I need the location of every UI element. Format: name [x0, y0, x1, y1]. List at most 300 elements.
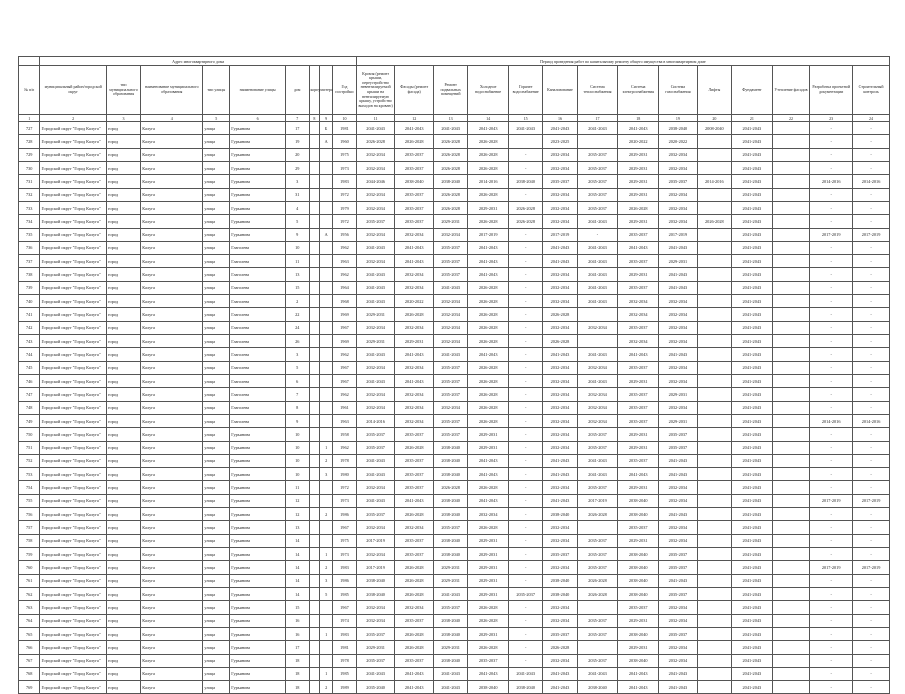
- table-cell: Городской округ "Город Калуга": [40, 521, 106, 534]
- table-cell: Глаголева: [230, 241, 286, 254]
- table-cell: [309, 414, 320, 427]
- table-cell: 2041-2043: [659, 281, 698, 294]
- table-cell: -: [509, 481, 543, 494]
- table-cell: 2032-2034: [356, 388, 395, 401]
- table-cell: [309, 521, 320, 534]
- table-cell: 2038-2040: [618, 548, 659, 561]
- table-cell: 2032-2034: [356, 228, 395, 241]
- table-cell: 2029-2031: [356, 308, 395, 321]
- table-cell: 2026-2028: [577, 574, 618, 587]
- table-cell: город: [106, 122, 140, 135]
- table-cell: 2032-2034: [395, 321, 434, 334]
- header-cell: Канализование: [543, 66, 577, 115]
- table-cell: -: [853, 201, 890, 214]
- table-cell: 6: [285, 374, 309, 387]
- table-cell: 2035-2037: [395, 548, 434, 561]
- table-cell: 2032-2034: [659, 494, 698, 507]
- table-cell: 29: [285, 161, 309, 174]
- table-cell: 2041-2043: [731, 454, 772, 467]
- header-cell: литера: [320, 66, 333, 115]
- table-cell: 742: [19, 321, 40, 334]
- table-cell: -: [810, 348, 853, 361]
- table-cell: 2038-2040: [434, 454, 468, 467]
- table-cell: 2041-2043: [731, 135, 772, 148]
- table-cell: 2026-2028: [395, 561, 434, 574]
- table-cell: Гурьянова: [230, 534, 286, 547]
- table-cell: 2041-2043: [731, 468, 772, 481]
- table-cell: 2035-2037: [659, 441, 698, 454]
- table-cell: 2041-2043: [731, 414, 772, 427]
- table-cell: Гурьянова: [230, 441, 286, 454]
- table-cell: 2020-2022: [618, 135, 659, 148]
- table-cell: 2035-2037: [395, 428, 434, 441]
- table-cell: [772, 374, 810, 387]
- table-cell: город: [106, 241, 140, 254]
- column-number: 19: [659, 115, 698, 122]
- table-cell: город: [106, 295, 140, 308]
- table-cell: -: [853, 428, 890, 441]
- table-cell: Глаголева: [230, 361, 286, 374]
- table-cell: 2035-2037: [395, 188, 434, 201]
- table-cell: Гурьянова: [230, 614, 286, 627]
- register-sheet: [18, 56, 890, 694]
- header-cell: Фасады (ремонт фасада): [395, 66, 434, 115]
- table-cell: [309, 494, 320, 507]
- table-cell: [697, 281, 731, 294]
- table-row: [19, 428, 890, 441]
- table-cell: [697, 441, 731, 454]
- table-cell: [697, 335, 731, 348]
- table-cell: 2032-2034: [543, 321, 577, 334]
- table-cell: 2020-2022: [395, 295, 434, 308]
- table-cell: [697, 561, 731, 574]
- table-cell: 2020-2022: [659, 135, 698, 148]
- table-cell: -: [853, 215, 890, 228]
- table-cell: 2029-2031: [434, 641, 468, 654]
- table-cell: 2032-2034: [356, 614, 395, 627]
- table-cell: 1973: [333, 548, 357, 561]
- table-cell: 2041-2043: [434, 122, 468, 135]
- table-cell: 2041-2043: [731, 667, 772, 680]
- table-cell: -: [853, 481, 890, 494]
- table-cell: -: [810, 241, 853, 254]
- table-cell: -: [509, 614, 543, 627]
- table-cell: [772, 241, 810, 254]
- header-cell: Система электроснабжения: [618, 66, 659, 115]
- table-cell: -: [853, 241, 890, 254]
- table-cell: 2026-2028: [468, 361, 509, 374]
- table-cell: 2029-2031: [468, 574, 509, 587]
- table-cell: 2038-2040: [618, 574, 659, 587]
- table-cell: 2035-2037: [577, 428, 618, 441]
- table-cell: -: [810, 481, 853, 494]
- table-cell: -: [810, 148, 853, 161]
- table-cell: [309, 374, 320, 387]
- table-cell: 2029-2031: [468, 587, 509, 600]
- table-cell: город: [106, 468, 140, 481]
- table-cell: 2032-2034: [395, 388, 434, 401]
- table-cell: Городской округ "Город Калуга": [40, 454, 106, 467]
- table-cell: [309, 241, 320, 254]
- table-cell: [772, 667, 810, 680]
- column-number: 7: [285, 115, 309, 122]
- table-cell: 2038-2040: [577, 681, 618, 694]
- table-cell: 737: [19, 255, 40, 268]
- table-cell: 2026-2028: [468, 335, 509, 348]
- table-cell: Глаголева: [230, 348, 286, 361]
- table-cell: 1974: [333, 614, 357, 627]
- table-cell: [697, 308, 731, 321]
- column-number: 6: [230, 115, 286, 122]
- table-cell: [320, 601, 333, 614]
- table-cell: -: [810, 574, 853, 587]
- table-cell: 2029-2031: [468, 428, 509, 441]
- table-cell: -: [810, 654, 853, 667]
- table-cell: [697, 587, 731, 600]
- table-cell: 2035-2037: [356, 508, 395, 521]
- table-cell: [772, 601, 810, 614]
- table-cell: 2026-2028: [468, 521, 509, 534]
- table-row: [19, 268, 890, 281]
- table-cell: [697, 188, 731, 201]
- table-cell: [697, 468, 731, 481]
- table-cell: 753: [19, 468, 40, 481]
- table-cell: 766: [19, 641, 40, 654]
- table-cell: Калуга: [141, 654, 203, 667]
- table-cell: 1967: [333, 601, 357, 614]
- table-cell: 2041-2043: [731, 161, 772, 174]
- table-cell: 2035-2037: [618, 388, 659, 401]
- table-cell: 2041-2043: [468, 454, 509, 467]
- table-cell: 2041-2043: [395, 667, 434, 680]
- table-cell: 2029-2031: [395, 335, 434, 348]
- table-cell: улица: [203, 468, 230, 481]
- table-cell: Гурьянова: [230, 681, 286, 694]
- table-cell: Городской округ "Город Калуга": [40, 681, 106, 694]
- table-cell: [772, 335, 810, 348]
- table-cell: 2017-2019: [659, 228, 698, 241]
- table-row: [19, 601, 890, 614]
- table-cell: 2032-2034: [659, 534, 698, 547]
- table-cell: 2029-2031: [468, 627, 509, 640]
- header-group-row: [19, 57, 890, 66]
- table-cell: город: [106, 268, 140, 281]
- table-cell: Глаголева: [230, 374, 286, 387]
- table-cell: город: [106, 508, 140, 521]
- table-cell: -: [509, 641, 543, 654]
- table-cell: 2041-2043: [356, 374, 395, 387]
- table-cell: -: [810, 388, 853, 401]
- table-cell: 2038-2040: [543, 587, 577, 600]
- table-cell: -: [853, 348, 890, 361]
- table-cell: 1962: [333, 388, 357, 401]
- table-cell: 2041-2043: [731, 627, 772, 640]
- table-cell: 763: [19, 601, 40, 614]
- table-cell: 1: [320, 667, 333, 680]
- table-cell: город: [106, 627, 140, 640]
- table-cell: 2032-2034: [543, 215, 577, 228]
- table-cell: -: [810, 135, 853, 148]
- table-cell: 3: [285, 175, 309, 188]
- table-cell: [697, 268, 731, 281]
- table-cell: 2041-2043: [509, 122, 543, 135]
- table-cell: Городской округ "Город Калуга": [40, 175, 106, 188]
- table-cell: улица: [203, 148, 230, 161]
- table-cell: 743: [19, 335, 40, 348]
- table-cell: -: [509, 454, 543, 467]
- table-cell: 2035-2037: [395, 534, 434, 547]
- table-cell: [697, 135, 731, 148]
- table-cell: [772, 641, 810, 654]
- table-cell: 2041-2043: [731, 374, 772, 387]
- table-cell: 2038-2040: [468, 681, 509, 694]
- table-cell: 2035-2037: [543, 627, 577, 640]
- table-cell: 2026-2028: [468, 374, 509, 387]
- table-cell: 2026-2028: [468, 295, 509, 308]
- table-cell: 17: [285, 122, 309, 135]
- table-cell: [772, 454, 810, 467]
- table-cell: [772, 188, 810, 201]
- table-cell: Городской округ "Город Калуга": [40, 574, 106, 587]
- table-cell: 2035-2037: [618, 454, 659, 467]
- table-cell: 2041-2043: [395, 241, 434, 254]
- table-cell: 2029-2031: [618, 188, 659, 201]
- table-cell: 2032-2034: [543, 561, 577, 574]
- table-cell: -: [810, 321, 853, 334]
- table-cell: [772, 561, 810, 574]
- table-cell: 1967: [333, 374, 357, 387]
- table-cell: Городской округ "Город Калуга": [40, 561, 106, 574]
- table-cell: 2041-2043: [577, 268, 618, 281]
- table-cell: [697, 454, 731, 467]
- table-cell: 2041-2043: [731, 175, 772, 188]
- table-cell: 749: [19, 414, 40, 427]
- table-cell: [772, 534, 810, 547]
- table-cell: [309, 468, 320, 481]
- table-row: [19, 295, 890, 308]
- table-cell: [772, 215, 810, 228]
- table-cell: 2035-2037: [395, 215, 434, 228]
- table-row: [19, 374, 890, 387]
- table-cell: город: [106, 414, 140, 427]
- table-cell: 2035-2037: [395, 654, 434, 667]
- table-cell: 2035-2037: [577, 654, 618, 667]
- table-cell: улица: [203, 228, 230, 241]
- table-cell: 2026-2028: [468, 321, 509, 334]
- table-cell: улица: [203, 508, 230, 521]
- table-cell: 738: [19, 268, 40, 281]
- table-cell: 2035-2037: [577, 201, 618, 214]
- column-number: 20: [697, 115, 731, 122]
- table-cell: 2038-2040: [543, 508, 577, 521]
- header-cell: наименование муниципального образования: [141, 66, 203, 115]
- table-cell: Калуга: [141, 241, 203, 254]
- column-number: 2: [40, 115, 106, 122]
- table-cell: 1967: [333, 361, 357, 374]
- table-cell: 2017-2019: [810, 494, 853, 507]
- table-cell: 2029-2031: [618, 215, 659, 228]
- table-cell: [509, 135, 543, 148]
- table-cell: -: [810, 201, 853, 214]
- table-cell: улица: [203, 281, 230, 294]
- table-cell: 2032-2034: [395, 601, 434, 614]
- table-cell: 731: [19, 175, 40, 188]
- table-cell: -: [509, 508, 543, 521]
- table-cell: -: [810, 587, 853, 600]
- table-cell: [772, 587, 810, 600]
- table-cell: 1: [320, 548, 333, 561]
- table-cell: -: [509, 601, 543, 614]
- table-cell: 2017-2019: [853, 561, 890, 574]
- table-cell: [772, 321, 810, 334]
- table-cell: [577, 335, 618, 348]
- table-cell: -: [577, 228, 618, 241]
- table-cell: город: [106, 148, 140, 161]
- table-cell: 2041-2043: [731, 321, 772, 334]
- table-cell: 1975: [333, 534, 357, 547]
- table-cell: Городской округ "Город Калуга": [40, 281, 106, 294]
- header-cell: Система теплоснабжения: [577, 66, 618, 115]
- table-cell: [697, 627, 731, 640]
- table-cell: Городской округ "Город Калуга": [40, 641, 106, 654]
- table-cell: 2041-2043: [731, 494, 772, 507]
- table-cell: 762: [19, 587, 40, 600]
- table-cell: [772, 614, 810, 627]
- table-cell: 2032-2034: [659, 601, 698, 614]
- table-row: [19, 122, 890, 135]
- header-cell: муниципальный район/городской округ: [40, 66, 106, 115]
- table-row: [19, 148, 890, 161]
- table-cell: -: [810, 215, 853, 228]
- column-number: 13: [434, 115, 468, 122]
- table-cell: [320, 534, 333, 547]
- table-cell: 2032-2034: [543, 188, 577, 201]
- table-cell: [309, 508, 320, 521]
- table-cell: 2041-2043: [731, 561, 772, 574]
- table-cell: 10: [285, 454, 309, 467]
- table-cell: 2032-2034: [543, 268, 577, 281]
- table-cell: 735: [19, 228, 40, 241]
- table-cell: 2026-2028: [509, 201, 543, 214]
- table-cell: 733: [19, 201, 40, 214]
- table-cell: улица: [203, 122, 230, 135]
- table-cell: Городской округ "Город Калуга": [40, 667, 106, 680]
- column-number: 10: [333, 115, 357, 122]
- table-cell: 2035-2037: [618, 281, 659, 294]
- table-cell: 24: [285, 321, 309, 334]
- table-cell: Калуга: [141, 667, 203, 680]
- table-cell: 2026-2028: [434, 201, 468, 214]
- table-cell: 2035-2037: [577, 481, 618, 494]
- table-cell: улица: [203, 614, 230, 627]
- table-cell: Калуга: [141, 454, 203, 467]
- table-cell: 755: [19, 494, 40, 507]
- table-cell: 747: [19, 388, 40, 401]
- table-cell: 2041-2043: [577, 667, 618, 680]
- table-row: [19, 175, 890, 188]
- table-cell: город: [106, 681, 140, 694]
- table-cell: 2038-2040: [434, 468, 468, 481]
- table-cell: 2: [320, 561, 333, 574]
- table-cell: Калуга: [141, 188, 203, 201]
- table-cell: 2035-2037: [395, 148, 434, 161]
- table-cell: 2032-2034: [543, 401, 577, 414]
- table-cell: 2041-2043: [731, 654, 772, 667]
- table-cell: [309, 335, 320, 348]
- table-row: [19, 361, 890, 374]
- table-cell: -: [810, 468, 853, 481]
- table-cell: -: [509, 295, 543, 308]
- table-cell: 2032-2034: [577, 414, 618, 427]
- table-cell: 2032-2034: [659, 295, 698, 308]
- table-cell: -: [810, 521, 853, 534]
- table-cell: -: [810, 627, 853, 640]
- table-cell: 2026-2028: [434, 188, 468, 201]
- table-row: [19, 281, 890, 294]
- header-row: [19, 66, 890, 115]
- table-cell: 2041-2043: [468, 122, 509, 135]
- table-cell: улица: [203, 308, 230, 321]
- table-cell: 2035-2040: [356, 681, 395, 694]
- table-cell: 2026-2028: [468, 388, 509, 401]
- table-cell: 2038-2040: [509, 681, 543, 694]
- table-cell: -: [810, 454, 853, 467]
- table-cell: 2035-2037: [618, 255, 659, 268]
- table-cell: 2044-2046: [356, 175, 395, 188]
- table-cell: 1963: [333, 414, 357, 427]
- table-cell: 732: [19, 188, 40, 201]
- table-cell: 2035-2037: [434, 388, 468, 401]
- table-cell: 2035-2037: [356, 627, 395, 640]
- table-cell: 3: [285, 348, 309, 361]
- table-cell: -: [509, 494, 543, 507]
- table-row: [19, 641, 890, 654]
- table-cell: -: [810, 295, 853, 308]
- table-cell: 736: [19, 241, 40, 254]
- table-cell: 2032-2034: [543, 295, 577, 308]
- table-cell: 5: [285, 215, 309, 228]
- table-cell: 31: [285, 188, 309, 201]
- table-row: [19, 614, 890, 627]
- table-cell: 2: [320, 454, 333, 467]
- table-cell: 2041-2043: [731, 335, 772, 348]
- table-cell: 1978: [333, 654, 357, 667]
- table-cell: 2017-2019: [577, 494, 618, 507]
- table-cell: 2032-2034: [577, 321, 618, 334]
- table-cell: 2041-2043: [356, 122, 395, 135]
- table-cell: 2041-2043: [659, 508, 698, 521]
- table-cell: [697, 548, 731, 561]
- table-cell: [772, 441, 810, 454]
- table-cell: [772, 388, 810, 401]
- table-cell: 2032-2034: [543, 521, 577, 534]
- table-cell: Калуга: [141, 348, 203, 361]
- register-table: [18, 56, 890, 694]
- table-cell: 2026-2028: [509, 215, 543, 228]
- table-cell: город: [106, 454, 140, 467]
- table-cell: [309, 361, 320, 374]
- table-cell: 2032-2034: [356, 481, 395, 494]
- table-cell: улица: [203, 241, 230, 254]
- table-cell: 2041-2043: [577, 215, 618, 228]
- table-cell: 2032-2034: [618, 295, 659, 308]
- table-cell: 14: [285, 587, 309, 600]
- table-cell: 1961: [333, 401, 357, 414]
- header-cell: Утепление фасадов: [772, 66, 810, 115]
- table-cell: 2041-2043: [731, 587, 772, 600]
- table-cell: 2035-2037: [543, 548, 577, 561]
- table-cell: 1981: [333, 122, 357, 135]
